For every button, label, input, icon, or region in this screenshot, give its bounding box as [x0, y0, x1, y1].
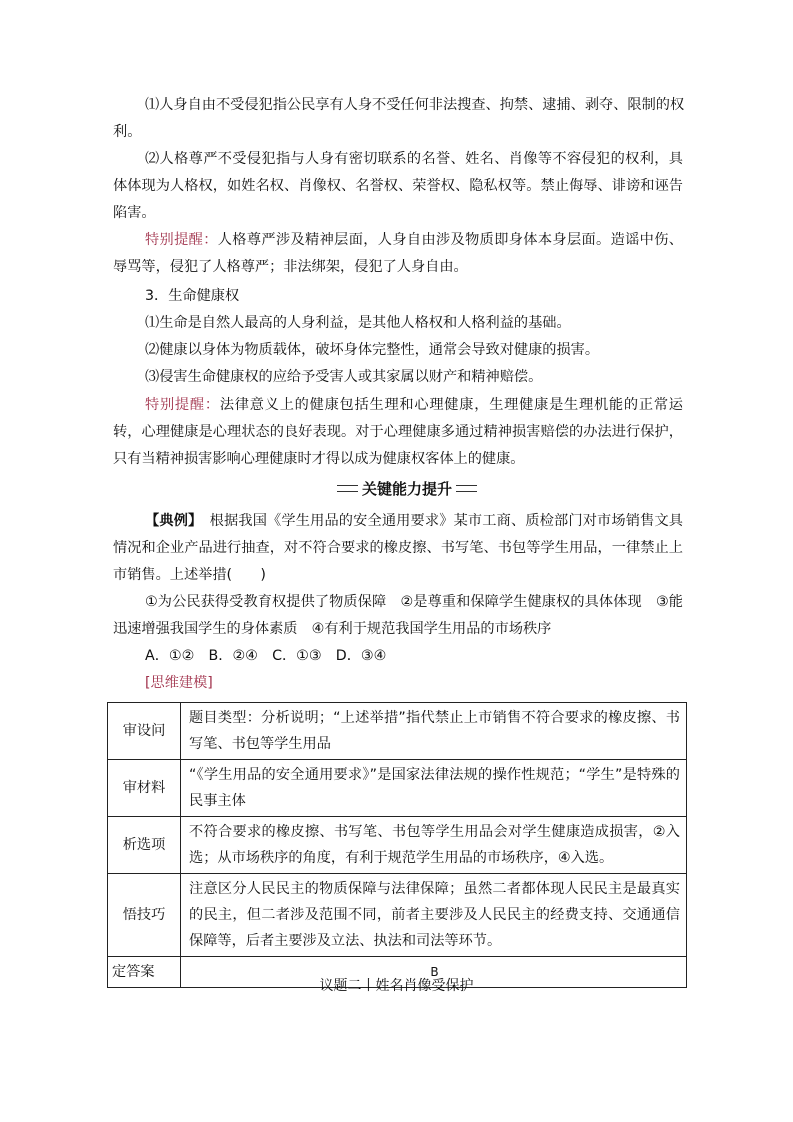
heading-rule [337, 485, 358, 492]
table-row [108, 874, 687, 957]
tip-paragraph-2 [113, 392, 683, 473]
tip-paragraph-1 [113, 227, 683, 281]
table-row-value: B [181, 957, 687, 988]
list-item: ⑴生命是自然人最高的人身利益，是其他人格权和人格利益的基础。 [145, 315, 571, 331]
next-topic-title: 议题二丨姓名肖像受保护 [319, 978, 474, 994]
table-row-key: 审材料 [108, 760, 181, 817]
paragraph-personal-freedom-line1: ⑴人身自由不受侵犯指公民享有人身不受任何非法搜查、拘禁、逮捕、剥夺、限制的权 [145, 97, 685, 113]
table-row-value: “《学生用品的安全通用要求》”是国家法律法规的操作性规范；“学生”是特殊的民事主体 [181, 760, 687, 817]
table-row [108, 703, 687, 760]
table-row [108, 760, 687, 817]
example-stem: 根据我国《学生用品的安全通用要求》某市工商、质检部门对市场销售文具情况和企业产品进行抽查，对不符合要求的橡皮擦、书写笔、书包等学生用品，一律禁止上市销售。上述举措( ) [113, 513, 683, 583]
paragraph-personal-dignity: ⑵人格尊严不受侵犯指与人身有密切联系的名誉、姓名、肖像等不容侵犯的权利，具体体现为人格权，如姓名权、肖像权、名誉权、荣誉权、隐私权等。禁止侮辱、诽谤和诬告陷害。 [113, 151, 683, 221]
example-label: 【典例】 [145, 513, 196, 529]
table-row-key: 审设问 [108, 703, 181, 760]
example-question [113, 508, 683, 589]
section-heading [337, 478, 477, 498]
list-item: ⑶侵害生命健康权的应给予受害人或其家属以财产和精神赔偿。 [145, 369, 543, 385]
tip-label: 特别提醒： [145, 232, 218, 248]
table-row-key: 定答案 [108, 957, 181, 988]
paragraph-personal-freedom-line2: 利。 [113, 124, 142, 140]
section-title-life-health: 3．生命健康权 [145, 288, 240, 304]
list-item: ⑵健康以身体为物质载体，破坏身体完整性，通常会导致对健康的损害。 [145, 342, 600, 358]
table-row-value: 不符合要求的橡皮擦、书写笔、书包等学生用品会对学生健康造成损害，②入选；从市场秩序的角度，有利于规范学生用品的市场秩序，④入选。 [181, 817, 687, 874]
analysis-table [107, 702, 687, 988]
tip-label: 特别提醒： [145, 397, 220, 413]
table-row-value: 注意区分人民民主的物质保障与法律保障；虽然二者都体现人民民主是最真实的民主，但二者涉及范围不同，前者主要涉及人民民主的经费支持、交通通信保障等，后者主要涉及立法、执法和司法等环节。 [181, 874, 687, 957]
answer-options: A．①② B．②④ C．①③ D．③④ [145, 648, 387, 664]
table-row [108, 817, 687, 874]
heading-rule [456, 485, 477, 492]
thinking-model-label: [思维建模] [145, 675, 213, 691]
example-statements: ①为公民获得受教育权提供了物质保障 ②是尊重和保障学生健康权的具体体现 ③能迅速增强我国学生的身体素质 ④有利于规范我国学生用品的市场秩序 [113, 594, 683, 637]
tip-text: 法律意义上的健康包括生理和心理健康，生理健康是生理机能的正常运转，心理健康是心理状态的良好表现。对于心理健康多通过精神损害赔偿的办法进行保护，只有当精神损害影响心理健康时才得以成为健康权客体上的健康。 [113, 397, 683, 467]
table-row-key: 悟技巧 [108, 874, 181, 957]
tip-text: 人格尊严涉及精神层面，人身自由涉及物质即身体本身层面。造谣中伤、辱骂等，侵犯了人格尊严；非法绑架，侵犯了人身自由。 [113, 232, 683, 275]
table-row-key: 析选项 [108, 817, 181, 874]
section-heading-text: 关键能力提升 [362, 479, 453, 498]
table-row-value: 题目类型：分析说明；“上述举措”指代禁止上市销售不符合要求的橡皮擦、书写笔、书包等学生用品 [181, 703, 687, 760]
